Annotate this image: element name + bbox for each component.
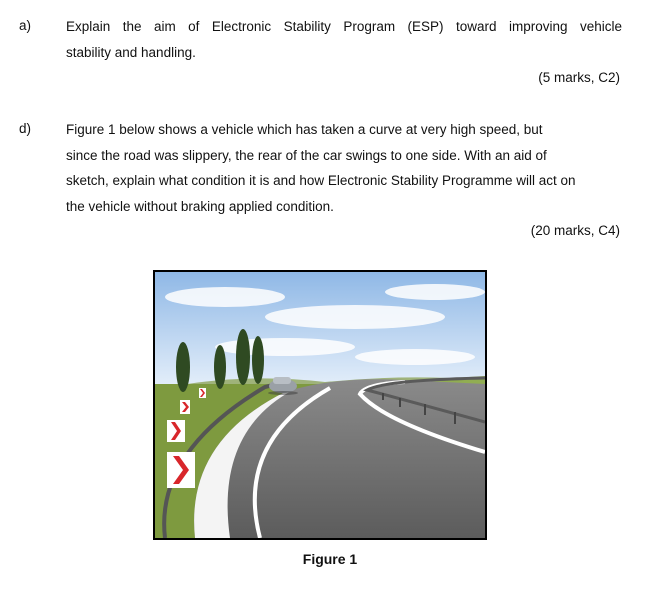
question-d-line-2: since the road was slippery, the rear of the car swings to one side. With an aid of <box>66 147 547 163</box>
question-a-line-1: Explain the aim of Electronic Stability Program (ESP) toward improving vehicle <box>66 19 622 34</box>
question-d-text <box>66 117 622 219</box>
question-d-line-4: the vehicle without braking applied condition. <box>66 198 334 214</box>
question-d-line-3: sketch, explain what condition it is and how Electronic Stability Programme will act on <box>66 173 576 188</box>
question-a-text <box>66 14 622 65</box>
question-d-line-1: Figure 1 below shows a vehicle which has taken a curve at very high speed, but <box>66 122 543 137</box>
figure-caption: Figure 1 <box>302 551 358 567</box>
question-d-marks: (20 marks, C4) <box>530 223 620 238</box>
question-d-label: d) <box>19 121 32 136</box>
road-curve-illustration <box>155 272 485 538</box>
question-a-line-2: stability and handling. <box>66 44 196 60</box>
question-a-label: a) <box>19 18 32 33</box>
question-a-marks: (5 marks, C2) <box>538 70 620 85</box>
figure-road-curve <box>153 270 487 540</box>
